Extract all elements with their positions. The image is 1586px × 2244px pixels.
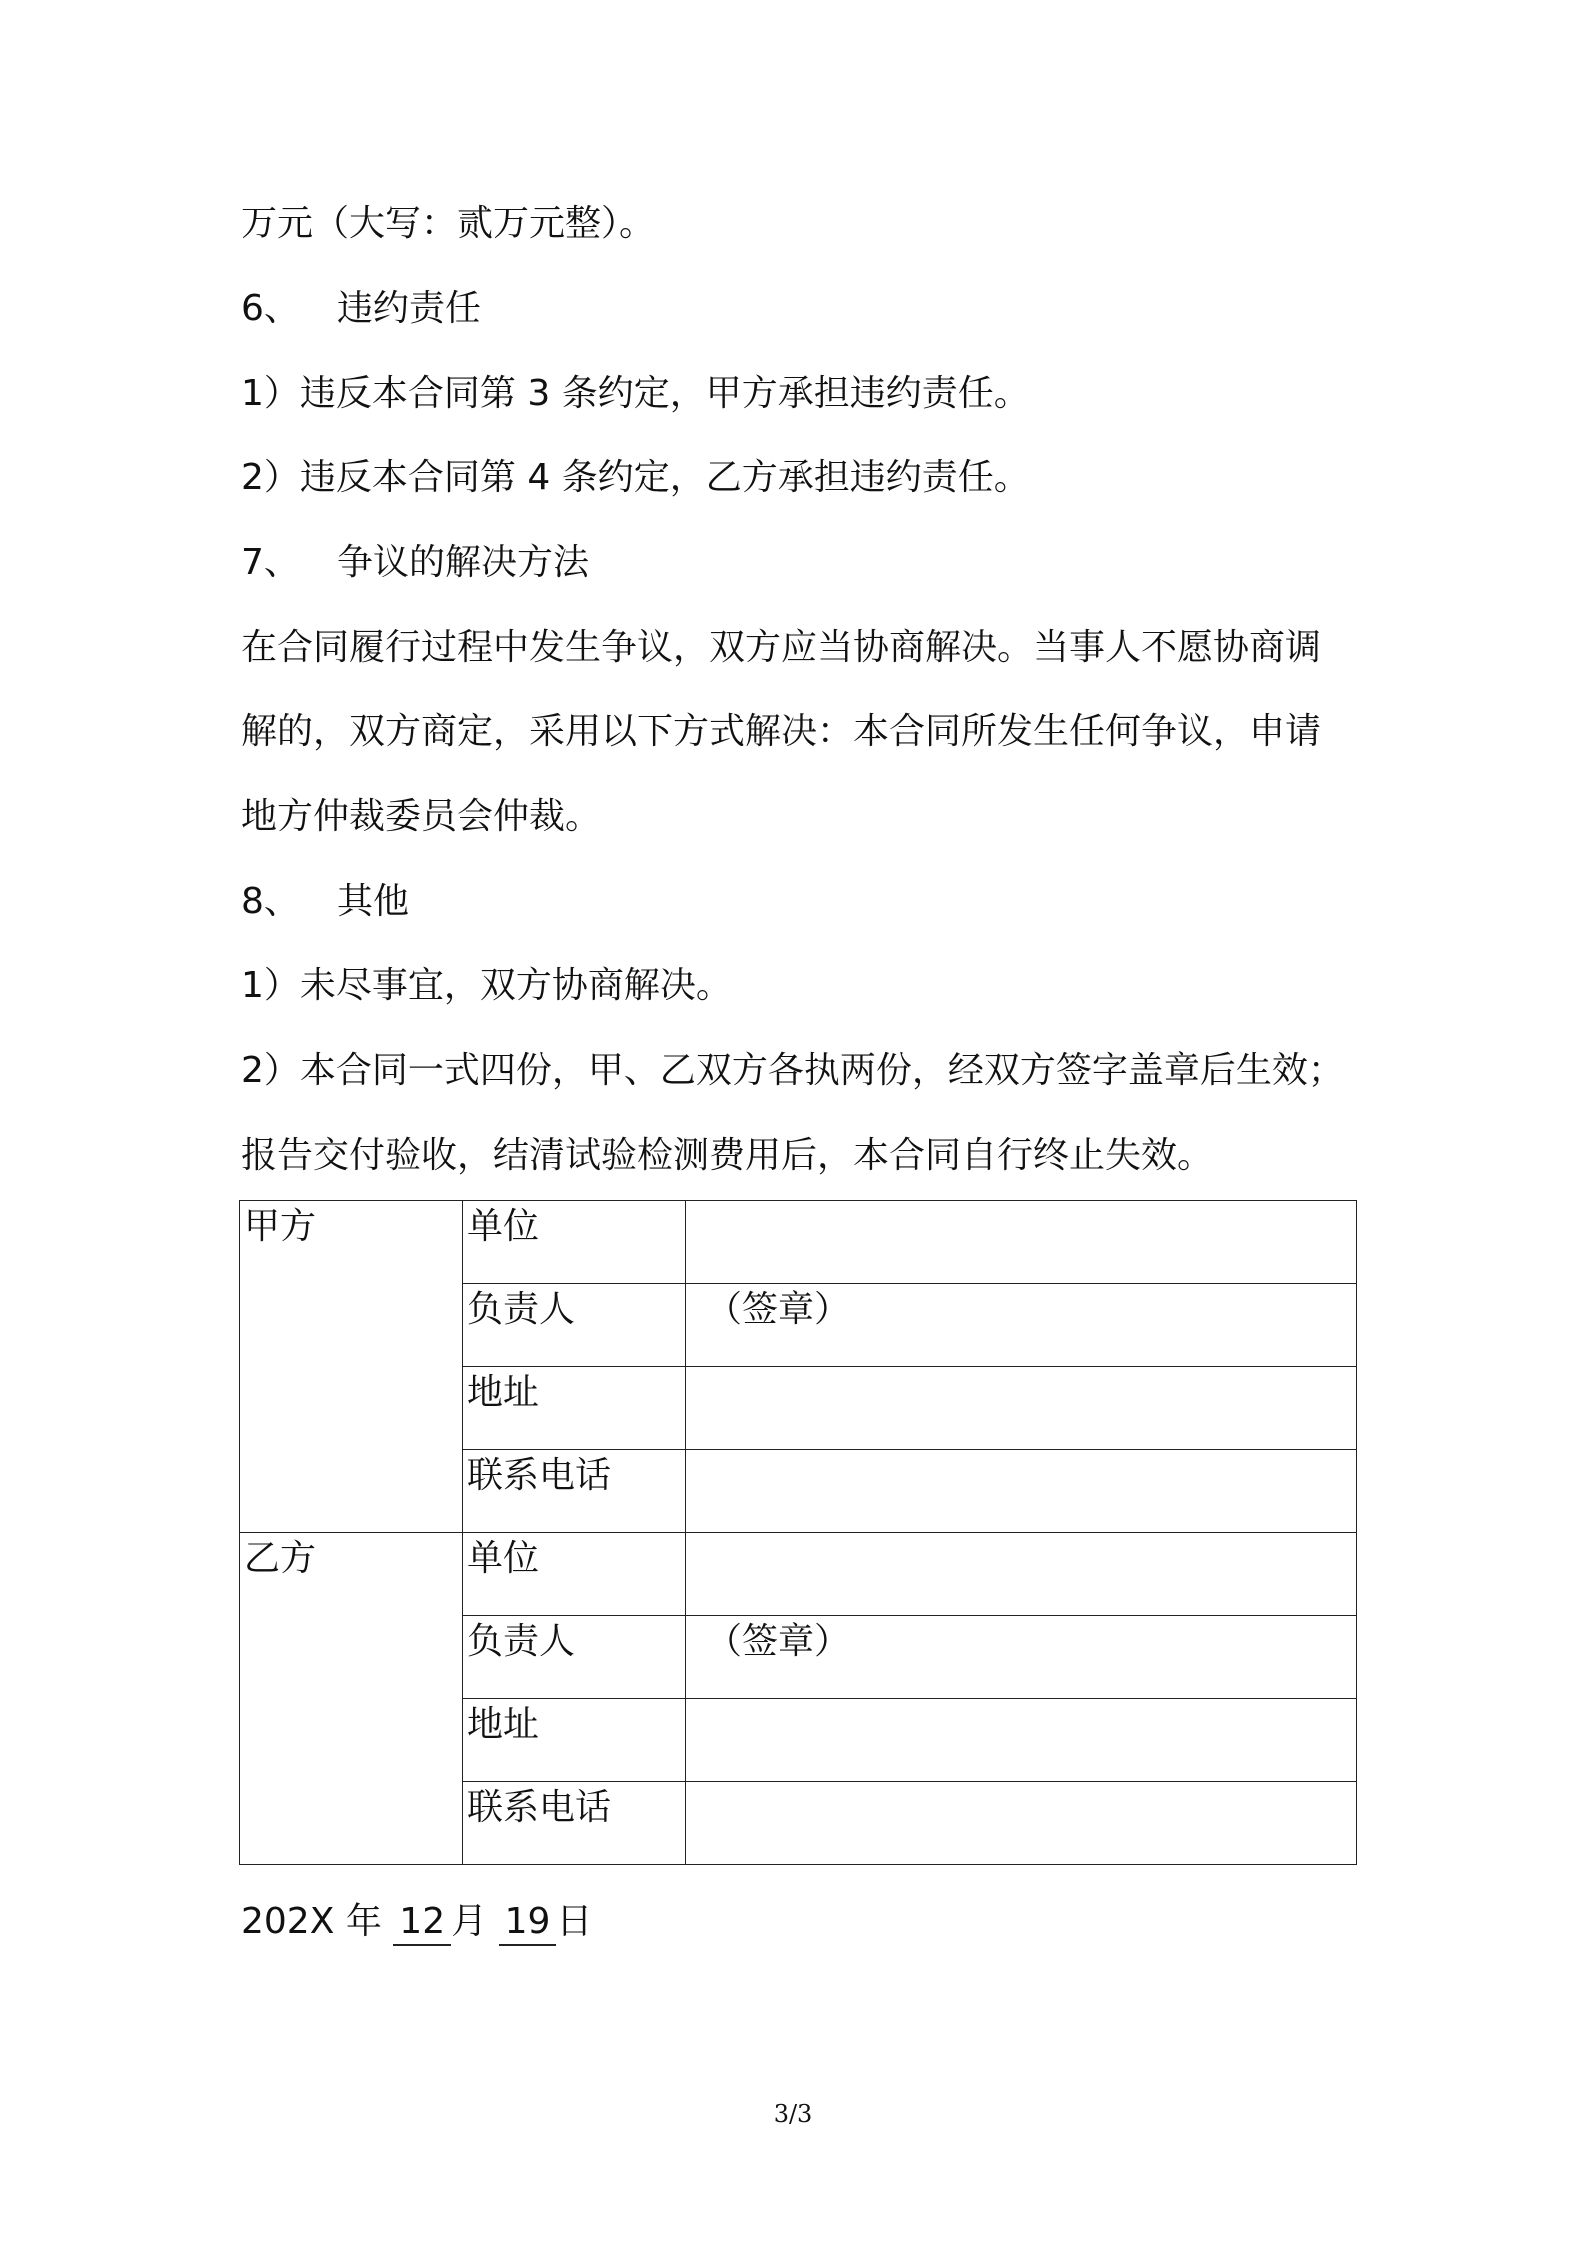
section-8-item-1-text: 未尽事宜，双方协商解决。 — [299, 965, 732, 1006]
party-b-unit-label: 单位 — [463, 1533, 686, 1616]
section-6-item-2: 2）违反本合同第 4 条约定，乙方承担违约责任。 — [241, 457, 1030, 498]
party-a-unit-value — [686, 1201, 1357, 1284]
section-7-line-3: 地方仲裁委员会仲裁。 — [241, 796, 602, 837]
section-6-title: 违约责任 — [337, 288, 482, 329]
section-6-heading — [241, 287, 481, 331]
contract-date — [241, 1900, 592, 1946]
party-b-seal: （签章） — [686, 1616, 1357, 1699]
date-month-char: 月 — [451, 1901, 488, 1942]
date-year-char: 年 — [345, 1901, 382, 1942]
section-7-line-2: 解的，双方商定，采用以下方式解决：本合同所发生任何争议，申请 — [241, 711, 1322, 752]
date-month: 12 — [393, 1900, 451, 1946]
date-year: 202X — [241, 1901, 335, 1942]
section-6-item-1: 1）违反本合同第 3 条约定，甲方承担违约责任。 — [241, 373, 1030, 414]
page-number: 3/3 — [773, 2100, 813, 2128]
section-7-number: 7、 — [241, 542, 300, 583]
section-8-item-1-number: 1） — [241, 965, 300, 1006]
party-b-address-label: 地址 — [463, 1699, 686, 1782]
party-a-person-label: 负责人 — [463, 1284, 686, 1367]
paragraph-amount: 万元（大写：贰万元整）。 — [241, 203, 656, 244]
table-row — [240, 1201, 1357, 1284]
section-8-item-1 — [241, 964, 732, 1008]
signature-table — [239, 1200, 1357, 1865]
date-day-char: 日 — [556, 1901, 593, 1942]
party-b-phone-label: 联系电话 — [463, 1782, 686, 1865]
party-a-seal: （签章） — [686, 1284, 1357, 1367]
party-b-label: 乙方 — [240, 1533, 463, 1865]
party-a-address-value — [686, 1367, 1357, 1450]
table-row — [240, 1533, 1357, 1616]
section-8-item-2 — [241, 1049, 1344, 1093]
section-8-item-2-number: 2） — [241, 1050, 300, 1091]
section-8-line-3: 报告交付验收，结清试验检测费用后，本合同自行终止失效。 — [241, 1135, 1214, 1176]
section-8-title: 其他 — [337, 881, 410, 922]
party-b-address-value — [686, 1699, 1357, 1782]
section-8-heading — [241, 880, 409, 924]
party-b-person-label: 负责人 — [463, 1616, 686, 1699]
date-day: 19 — [499, 1900, 557, 1946]
party-a-phone-value — [686, 1450, 1357, 1533]
section-8-number: 8、 — [241, 881, 300, 922]
party-a-label: 甲方 — [240, 1201, 463, 1533]
party-b-phone-value — [686, 1782, 1357, 1865]
section-7-heading — [241, 541, 589, 585]
party-a-phone-label: 联系电话 — [463, 1450, 686, 1533]
party-a-unit-label: 单位 — [463, 1201, 686, 1284]
party-a-address-label: 地址 — [463, 1367, 686, 1450]
section-6-number: 6、 — [241, 288, 300, 329]
party-b-unit-value — [686, 1533, 1357, 1616]
section-7-title: 争议的解决方法 — [337, 542, 590, 583]
section-7-line-1: 在合同履行过程中发生争议，双方应当协商解决。当事人不愿协商调 — [241, 627, 1322, 668]
section-8-item-2-text: 本合同一式四份，甲、乙双方各执两份，经双方签字盖章后生效； — [299, 1050, 1344, 1091]
